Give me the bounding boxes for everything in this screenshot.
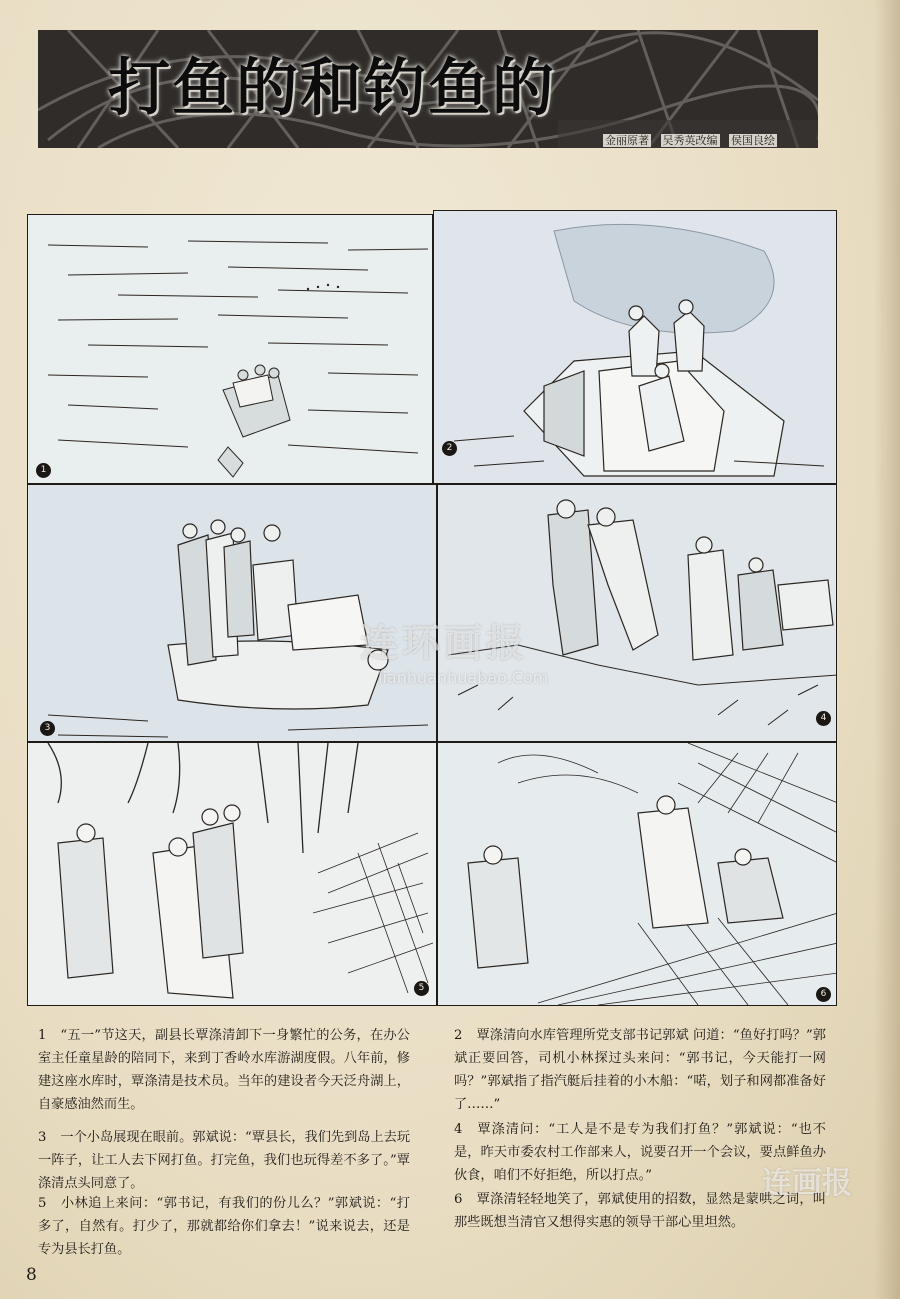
panel-6-illustration <box>438 743 837 1006</box>
caption-1 <box>38 1024 410 1116</box>
comic-panel-1 <box>27 214 433 484</box>
caption-2 <box>454 1024 826 1116</box>
comic-grid <box>27 210 837 1006</box>
title-banner <box>38 30 818 148</box>
panel-5-illustration <box>28 743 437 1006</box>
panel-number-1: 1 <box>36 463 51 478</box>
page-number: 8 <box>26 1265 37 1285</box>
watermark-url: lianhuanhuabao.Com <box>378 668 549 687</box>
caption-6 <box>454 1188 826 1234</box>
comic-panel-6 <box>437 742 837 1006</box>
caption-text: “五一”节这天，副县长覃涤清卸下一身繁忙的公务，在办公室主任童星龄的陪同下，来到丁香岭水库游湖度假。八年前，修建这座水库时，覃涤清是技术员。当年的建设者今天泛舟湖上，自豪感油然而生。 <box>38 1028 410 1112</box>
caption-text: 覃涤清向水库管理所党支部书记郭斌 问道：“鱼好打吗？”郭斌正要回答，司机小林探过头来问：“郭书记，今天能打一网吗？”郭斌指了指汽艇后挂着的小木船：“喏，划子和网都准备好了……” <box>454 1028 826 1112</box>
credit-adapter: 吴秀英改编 <box>662 134 718 147</box>
title-credits <box>603 132 783 148</box>
caption-number: 5 <box>38 1196 47 1211</box>
panel-number-4: 4 <box>816 711 831 726</box>
page-title: 打鱼的和钓鱼的 <box>108 51 557 124</box>
panel-number-2: 2 <box>442 441 457 456</box>
caption-3 <box>38 1126 410 1195</box>
comic-panel-5 <box>27 742 437 1006</box>
comic-panel-2 <box>433 210 837 484</box>
caption-4 <box>454 1118 826 1187</box>
panel-number-6: 6 <box>816 987 831 1002</box>
panel-number-5: 5 <box>414 981 429 996</box>
page-edge-shadow <box>874 0 900 1299</box>
credit-illustrator: 侯国良绘 <box>731 134 775 147</box>
watermark-text: 连环画报 <box>360 621 529 665</box>
caption-text: 覃涤清问：“工人是不是专为我们打鱼？”郭斌说：“也不是，昨天市委农村工作部来人，说要召开一个会议，要点鲜鱼办伙食，咱们不好拒绝，所以打点。” <box>454 1122 826 1183</box>
panel-number-3: 3 <box>40 721 55 736</box>
caption-text: 一个小岛展现在眼前。郭斌说：“覃县长，我们先到岛上去玩一阵子，让工人去下网打鱼。打完鱼，我们也玩得差不多了。”覃涤清点头同意了。 <box>38 1130 411 1191</box>
caption-number: 6 <box>454 1192 463 1207</box>
credit-author: 金丽原著 <box>605 134 649 147</box>
watermark-bottom: 连画报 <box>762 1166 852 1201</box>
caption-number: 3 <box>38 1130 47 1145</box>
panel-2-illustration <box>434 211 837 484</box>
caption-number: 1 <box>38 1028 47 1043</box>
panel-1-illustration <box>28 215 433 484</box>
caption-text: 小林追上来问：“郭书记，有我们的份儿么？”郭斌说：“打多了，自然有。打少了，那就都给你们拿去！”说来说去，还是专为县长打鱼。 <box>38 1196 410 1257</box>
caption-number: 4 <box>454 1122 463 1137</box>
caption-5 <box>38 1192 410 1261</box>
caption-text: 覃涤清轻轻地笑了，郭斌使用的招数，显然是蒙哄之词，叫那些既想当清官又想得实惠的领导干部心里坦然。 <box>454 1192 826 1230</box>
caption-number: 2 <box>454 1028 463 1043</box>
